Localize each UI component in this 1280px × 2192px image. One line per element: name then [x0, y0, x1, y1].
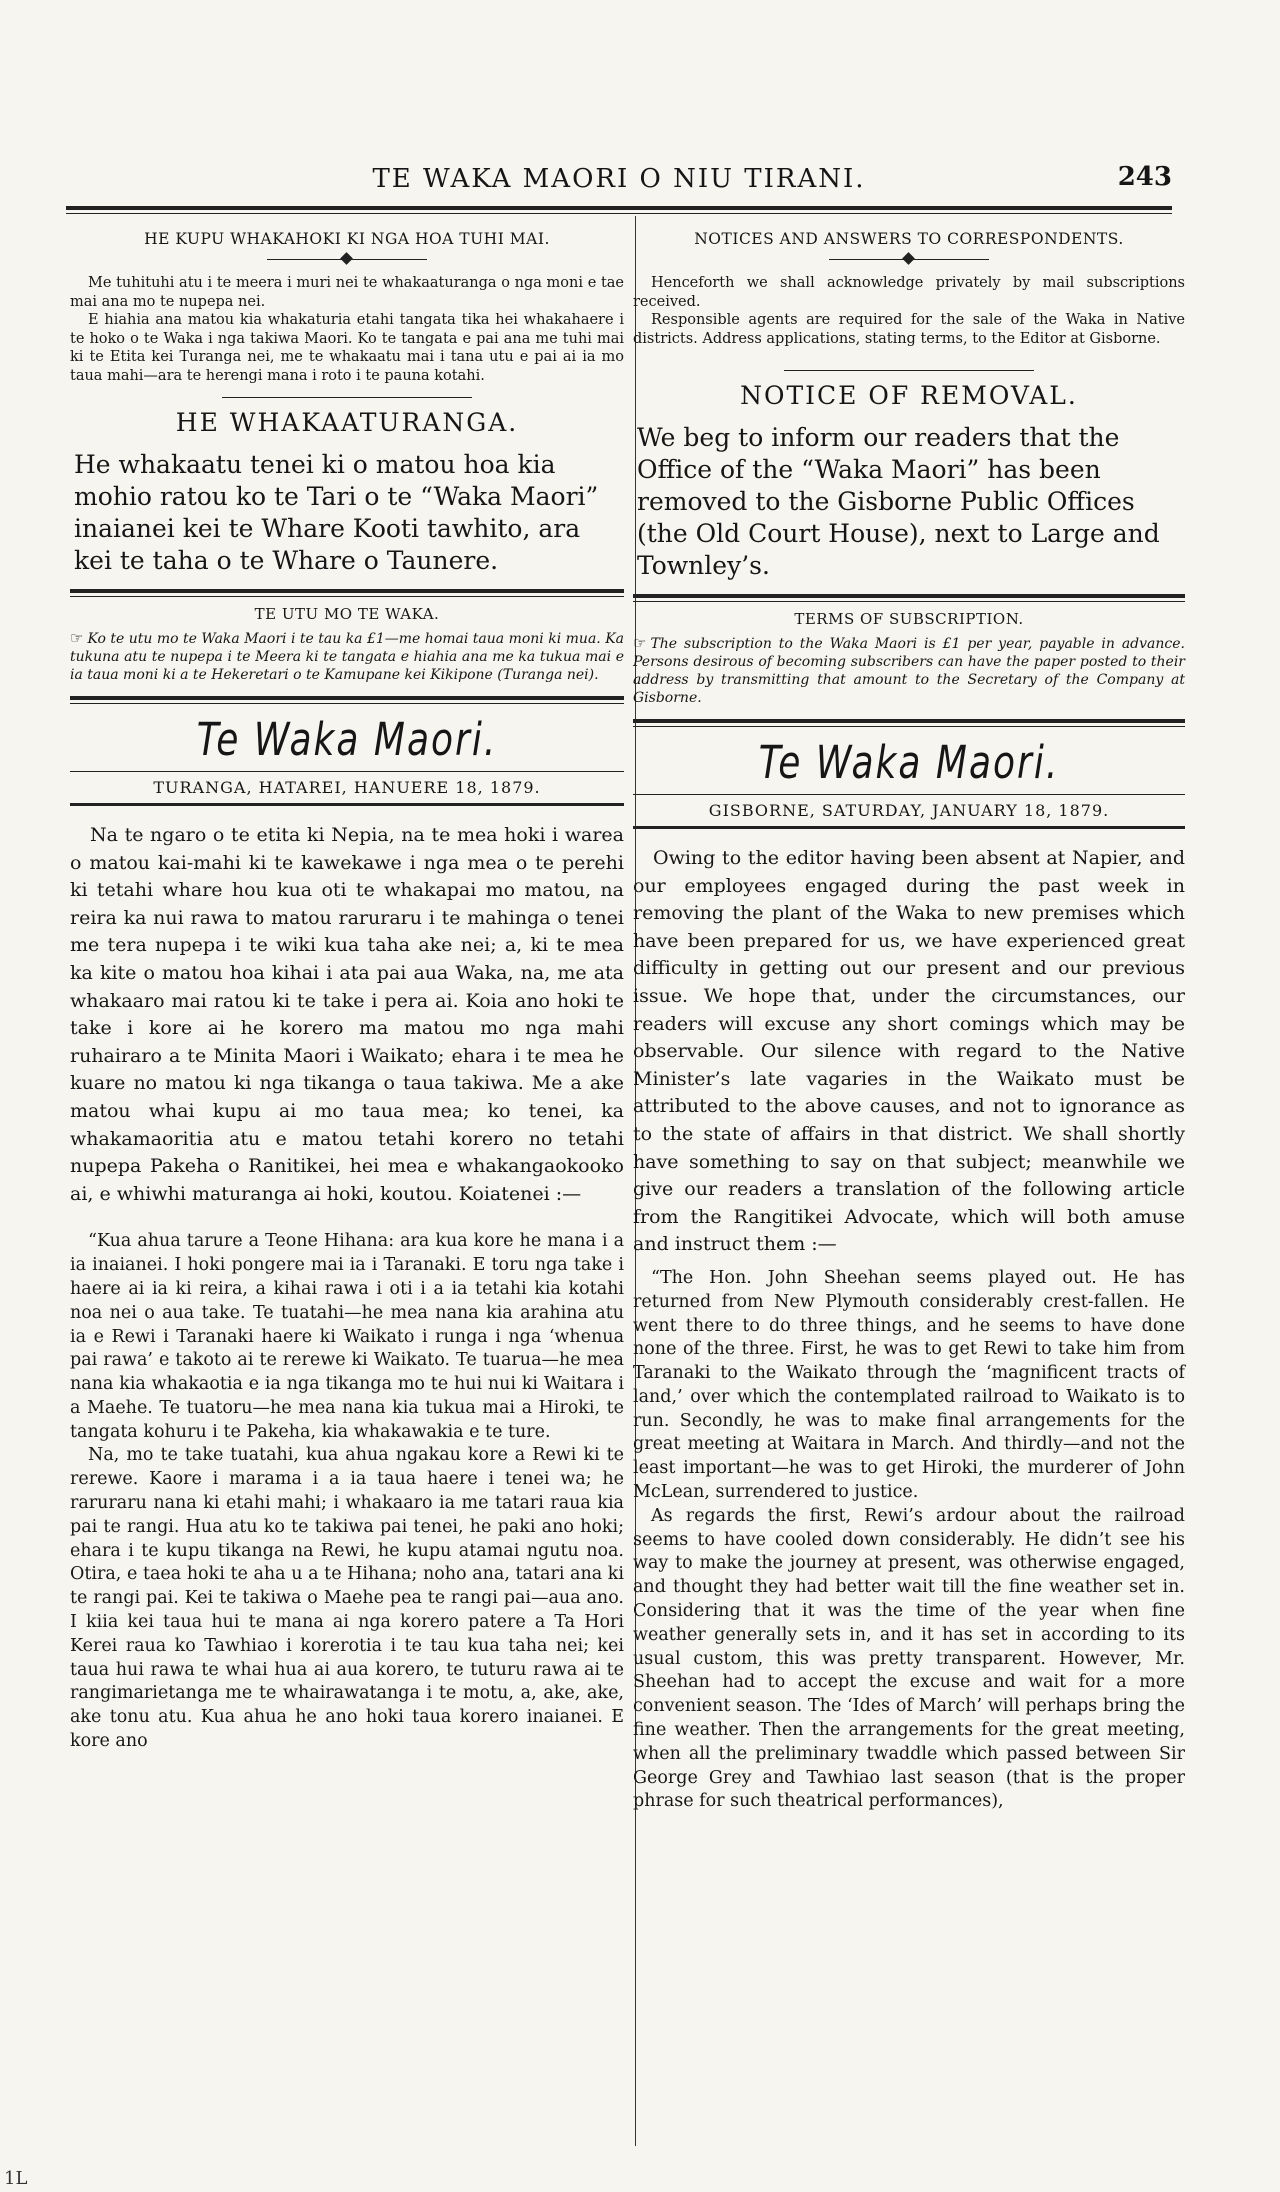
- masthead-rule: [633, 794, 1185, 795]
- notices-paragraph: Henceforth we shall acknowledge privately by mail subscriptions received.: [633, 275, 1185, 310]
- section-rule-thin: [70, 703, 624, 704]
- left-column: [70, 220, 624, 1754]
- diamond-rule: [267, 252, 427, 268]
- dateline: GISBORNE, SATURDAY, JANUARY 18, 1879.: [708, 801, 1110, 820]
- dateline-rule: [633, 826, 1185, 829]
- editorial-article: [633, 845, 1185, 1259]
- removal-heading: NOTICE OF REMOVAL.: [740, 381, 1078, 410]
- removal-notice: We beg to inform our readers that the Office of the “Waka Maori” has been removed to the Gisborne Public Offices (the Old Court House), next to Large and Townley’s.: [637, 423, 1160, 580]
- header-rule-thin: [66, 213, 1172, 214]
- masthead: Te Waka Maori.: [758, 737, 1060, 790]
- section-rule-thin: [633, 601, 1185, 602]
- section-rule: [70, 696, 624, 700]
- scan-mark: 1L: [4, 2168, 28, 2189]
- utu-heading: TE UTU MO TE WAKA.: [254, 605, 440, 623]
- section-rule: [70, 589, 624, 593]
- terms-text: [633, 634, 1185, 707]
- pointing-hand-icon: ☞: [70, 629, 84, 647]
- utu-text-body: Ko te utu mo te Waka Maori i te tau ka £1—me homai taua moni ki mua. Ka tukuna atu te nupepa i te Meera ki te tangata e hiahia ana me ka tukua mai e ia taua moni ki a te Hekeretari o te Kamupane kei Kikipone (Turanga nei).: [70, 631, 624, 683]
- whakaaturanga-heading: HE WHAKAATURANGA.: [175, 408, 519, 437]
- section-rule-thin: [70, 596, 624, 597]
- quoted-article: [70, 1230, 624, 1754]
- editorial-article: [70, 822, 624, 1208]
- notices-paragraph: Responsible agents are required for the sale of the Waka in Native districts. Address applications, stating terms, to the Editor at Gisborne.: [633, 312, 1185, 347]
- kupu-paragraph: E hiahia ana matou kia whakaturia etahi tangata tika hei whakahaere i te hoko o te Waka i nga takiwa Maori. Ko te tangata e pai ana me tuhi mai ki te Etita kei Turanga nei, me te whakaatu mai i tana utu e pai ai ia mo taua mahi—ara te herengi mana i roto i te pauna kotahi.: [70, 312, 624, 384]
- dateline: TURANGA, HATAREI, HANUERE 18, 1879.: [153, 778, 541, 797]
- masthead-rule: [70, 771, 624, 772]
- quote-paragraph: As regards the first, Rewi’s ardour about the railroad seems to have cooled down considerably. He didn’t see his way to make the journey at present, was otherwise engaged, and thought they had better wait till the fine weather set in. Considering that it was the time of the year when fine weather generally sets in, and it has set in according to its usual custom, this was pretty transparent. However, Mr. Sheehan had to accept the excuse and wait for a more convenient season. The ‘Ides of March’ will perhaps bring the fine weather. Then the arrangements for the great meeting, when all the preliminary twaddle which passed between Sir George Grey and Tawhiao last season (that is the proper phrase for such theatrical performances),: [633, 1505, 1185, 1812]
- diamond-rule: [829, 252, 989, 268]
- page-header: [66, 160, 1172, 200]
- masthead: Te Waka Maori.: [196, 714, 498, 767]
- dateline-rule: [70, 803, 624, 806]
- article-paragraph: Owing to the editor having been absent at Napier, and our employees engaged during the past week in removing the plant of the Waka to new premises which have been prepared for us, we have experienced great difficulty in getting out our present and our previous issue. We hope that, under the circumstances, our readers will excuse any short comings which may be observable. Our silence with regard to the Native Minister’s late vagaries in the Waikato must be attributed to the above causes, and not to ignorance as to the state of affairs in that district. We shall shortly have something to say on that subject; meanwhile we give our readers a translation of the following article from the Rangitikei Advocate, which will both amuse and instruct them :—: [633, 847, 1185, 1256]
- page-number: 243: [1117, 162, 1172, 192]
- quote-paragraph: “Kua ahua tarure a Teone Hihana: ara kua kore he mana i a ia inaianei. I hoki pongere mai ia i Taranaki. E toru nga take i haere ai ia ki reira, a kihai rawa i oti i a ia tetahi kia kotahi noa nei o aua take. Te tuatahi—he mea nana kia arahina atu ia e Rewi i Taranaki haere ki Waikato i runga i nga ‘whenua pai rawa’ e takoto ai te rerewe ki Waikato. Te tuarua—he mea nana kia whakaotia e ia nga tikanga mo te hui nui ki Waitara i a Maehe. Te tuatoru—he mea nana kia tukua mai a Hiroki, te tangata kohuru i te Pakeha, kia whakawakia e te ture.: [70, 1231, 624, 1442]
- header-rule: [66, 206, 1172, 210]
- section-rule: [633, 719, 1185, 723]
- article-paragraph: Na te ngaro o te etita ki Nepia, na te mea hoki i warea o matou kai-mahi ki te kawekawe i nga mea o te perehi ki tetahi whare hou kua oti te whakapai mo matou, na reira ka nui rawa to matou raruraru i te mahinga o tenei me tera nupepa i te wiki kua taha ake nei; a, ki te mea ka kite o matou hoa kihai i ata pai aua Waka, na, me ata whakaaro mai ratou ki te take i pera ai. Koia ano hoki te take i kore ai he korero ma matou mo nga mahi ruhairaro a te Minita Maori i Waikato; ehara i te mea he kuare no matou ki nga tikanga o taua takiwa. Me a ake matou whai kupu ai mo taua mea; ko tenei, ka whakamaoritia atu e matou tetahi korero no tetahi nupepa Pakeha o Ranitikei, hei mea e whakangaokooko ai, e whiwhi maturanga ai hoki, koutou. Koiatenei :—: [70, 824, 624, 1205]
- utu-text: [70, 629, 624, 684]
- newspaper-title: TE WAKA MAORI O NIU TIRANI.: [372, 164, 866, 194]
- right-column: [633, 220, 1185, 1814]
- notices-heading: NOTICES AND ANSWERS TO CORRESPONDENTS.: [694, 230, 1124, 248]
- kupu-heading: HE KUPU WHAKAHOKI KI NGA HOA TUHI MAI.: [144, 230, 550, 248]
- pointing-hand-icon: ☞: [633, 634, 647, 652]
- section-rule-thin: [633, 726, 1185, 727]
- section-rule: [633, 594, 1185, 598]
- kupu-paragraph: Me tuhituhi atu i te meera i muri nei te whakaaturanga o nga moni e tae mai ana mo te nupepa nei.: [70, 275, 624, 310]
- terms-heading: TERMS OF SUBSCRIPTION.: [794, 610, 1024, 628]
- whakaaturanga-notice: He whakaatu tenei ki o matou hoa kia mohio ratou ko te Tari o te “Waka Maori” inaianei kei te Whare Kooti tawhito, ara kei te taha o te Whare o Taunere.: [74, 450, 599, 575]
- section-rule: [222, 397, 472, 398]
- quote-paragraph: Na, mo te take tuatahi, kua ahua ngakau kore a Rewi ki te rerewe. Kaore i marama i a ia taua haere i tenei wa; he raruraru nana ki etahi mahi; i whakaaro ia me tatari raua kia pai te rangi. Hua atu ko te takiwa pai tenei, he paki ano hoki; ehara i te kupu tikanga na Rewi, he kupu atamai ngutu noa. Otira, e taea hoki te aha u a te Hihana; noho ana, tatari ana ki te rangi pai. Kei te takiwa o Maehe pea te rangi pai—aua ano. I kiia kei taua hui te mana ai nga korero patere a Ta Hori Kerei raua ko Tawhiao i korerotia i te tau kua taha nei; kei taua hui rawa te whai hua ai aua korero, te tuturu rawa ai te rangimarietanga me te whairawatanga i te motu, a, ake, ake, ake tonu atu. Kua ahua he ano hoki taua korero inaianei. E kore ano: [70, 1445, 624, 1752]
- quote-paragraph: “The Hon. John Sheehan seems played out. He has returned from New Plymouth considerably crest-fallen. He went there to do three things, and he seems to have done none of the three. First, he was to get Rewi to take him from Taranaki to the Waikato through the ‘magnificent tracts of land,’ over which the contemplated railroad to Waikato is to run. Secondly, he was to make final arrangements for the great meeting at Waitara in March. And thirdly—and not the least important—he was to get Hiroki, the murderer of John McLean, surrendered to justice.: [633, 1267, 1185, 1503]
- section-rule: [784, 370, 1034, 371]
- terms-text-body: The subscription to the Waka Maori is £1 per year, payable in advance. Persons desirous of becoming subscribers can have the paper posted to their address by transmitting that amount to the Secretary of the Company at Gisborne.: [633, 636, 1185, 706]
- quoted-article: [633, 1267, 1185, 1814]
